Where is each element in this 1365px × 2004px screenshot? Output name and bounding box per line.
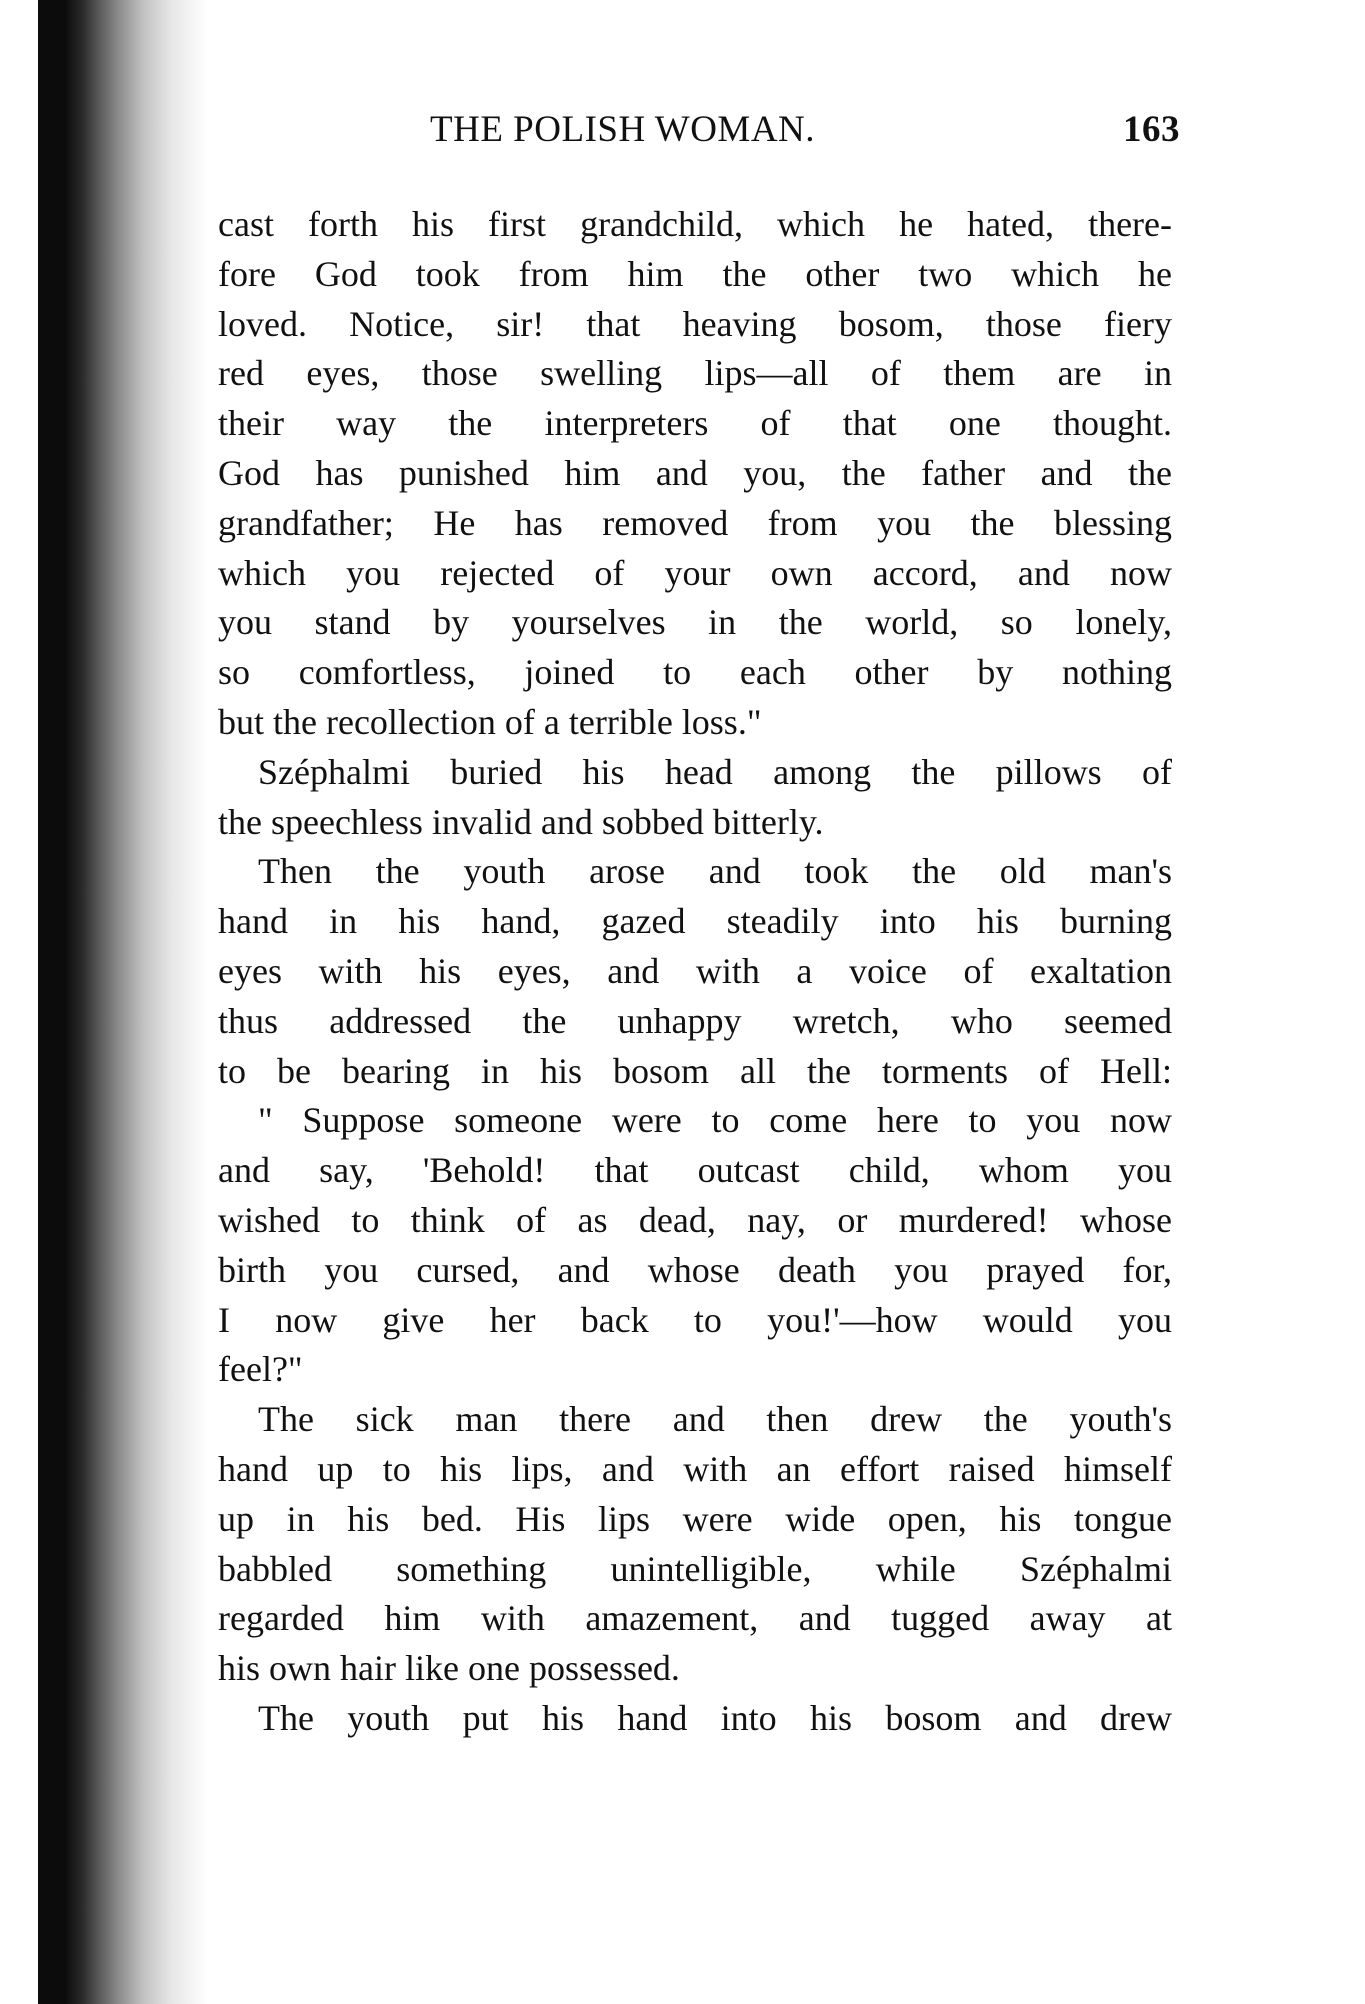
text-line: Széphalmi buried his head among the pillows of <box>258 751 1172 792</box>
text-line: grandfather; He has removed from you the blessing <box>218 502 1172 543</box>
text-line: so comfortless, joined to each other by nothing <box>218 652 1172 693</box>
text-line: I now give her back to you!'—how would you <box>218 1299 1172 1340</box>
page-header <box>430 108 1180 168</box>
text-line: which you rejected of your own accord, and now <box>218 552 1172 593</box>
text-line: red eyes, those swelling lips—all of them are in <box>218 353 1172 394</box>
text-line: but the recollection of a terrible loss." <box>218 701 762 742</box>
text-line: The youth put his hand into his bosom and drew <box>258 1697 1172 1738</box>
running-title: THE POLISH WOMAN. <box>430 109 816 150</box>
text-line: The sick man there and then drew the youth's <box>258 1399 1172 1440</box>
text-line: regarded him with amazement, and tugged away at <box>218 1598 1172 1639</box>
text-line: the speechless invalid and sobbed bitterly. <box>218 801 824 842</box>
text-line: you stand by yourselves in the world, so lonely, <box>218 602 1172 643</box>
text-line: feel?" <box>218 1349 303 1390</box>
text-line: eyes with his eyes, and with a voice of exaltation <box>218 950 1172 991</box>
page-number: 163 <box>1123 109 1180 150</box>
text-line: babbled something unintelligible, while Széphalmi <box>218 1548 1172 1589</box>
text-line: up in his bed. His lips were wide open, his tongue <box>218 1498 1172 1539</box>
text-line: fore God took from him the other two which he <box>218 253 1172 294</box>
text-line: " Suppose someone were to come here to you now <box>258 1100 1172 1141</box>
text-line: his own hair like one possessed. <box>218 1648 680 1689</box>
text-line: their way the interpreters of that one thought. <box>218 403 1172 444</box>
text-line: Then the youth arose and took the old man's <box>258 851 1172 892</box>
text-line: hand in his hand, gazed steadily into his burning <box>218 901 1172 942</box>
text-line: to be bearing in his bosom all the torments of Hell: <box>218 1050 1172 1091</box>
text-line: loved. Notice, sir! that heaving bosom, those fiery <box>218 303 1172 344</box>
text-line: birth you cursed, and whose death you prayed for, <box>218 1249 1172 1290</box>
text-line: cast forth his first grandchild, which he hated, there- <box>218 204 1172 244</box>
text-line: and say, 'Behold! that outcast child, whom you <box>218 1150 1172 1191</box>
text-line: wished to think of as dead, nay, or murdered! whose <box>218 1199 1172 1240</box>
text-line: thus addressed the unhappy wretch, who seemed <box>218 1000 1172 1041</box>
binding-gutter-shadow <box>38 0 208 2004</box>
text-line: hand up to his lips, and with an effort raised himself <box>218 1448 1172 1489</box>
body-text <box>218 200 1172 1744</box>
text-line: God has punished him and you, the father and the <box>218 452 1172 493</box>
